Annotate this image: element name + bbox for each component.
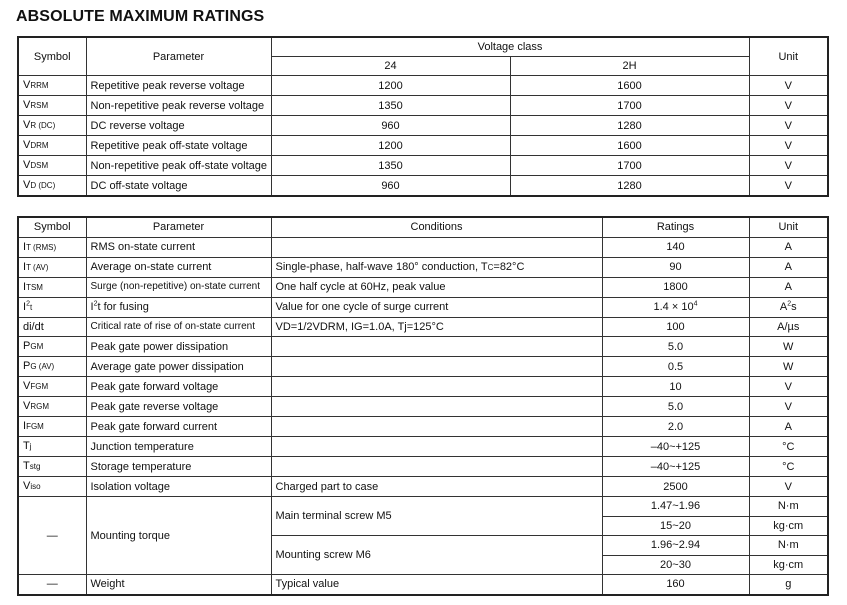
symbol-cell <box>18 357 86 377</box>
symbol-subscript: FGM <box>30 382 49 391</box>
rating-cell <box>602 357 749 377</box>
parameter-prefix: I <box>90 301 94 313</box>
condition-cell <box>271 257 602 277</box>
condition-cell <box>271 237 602 257</box>
symbol-subscript: iso <box>30 482 41 491</box>
unit-tail: s <box>791 301 797 313</box>
value-2h-cell: 1700 <box>510 96 749 116</box>
symbol-cell <box>18 337 86 357</box>
condition-tail: =82°C <box>493 260 525 273</box>
rating-cell <box>602 397 749 417</box>
mounting-symbol: — <box>18 497 86 575</box>
parameter-text: Average on-state current <box>90 261 212 273</box>
mounting-parameter: Mounting torque <box>86 497 271 575</box>
symbol-main: I <box>23 240 27 253</box>
unit-cell <box>749 417 828 437</box>
unit-text: V <box>784 400 792 413</box>
parameter-cell <box>86 297 271 317</box>
symbol-main: V <box>23 480 31 492</box>
parameter-text: Peak gate forward current <box>90 420 218 433</box>
symbol-cell <box>18 116 86 136</box>
table-row <box>18 477 828 497</box>
rating-cell <box>602 417 749 437</box>
header-unit: Unit <box>749 217 828 237</box>
rating-text: 140 <box>666 241 685 253</box>
symbol-subscript: TSM <box>26 282 43 292</box>
symbol-subscript: RRM <box>30 81 49 90</box>
header-class-2h: 2H <box>510 57 749 76</box>
weight-symbol: — <box>18 575 86 595</box>
symbol-main: V <box>23 99 31 111</box>
condition-cell <box>271 337 602 357</box>
value-24-cell: 960 <box>271 176 510 197</box>
unit-cell <box>749 257 828 277</box>
symbol-subscript: stg <box>29 462 41 471</box>
parameter-cell <box>86 357 271 377</box>
unit-cell <box>749 277 828 297</box>
parameter-cell <box>86 437 271 457</box>
parameter-superscript: 2 <box>93 300 98 308</box>
mounting-main-unit-kgcm: kg·cm <box>749 516 828 536</box>
parameter-cell: Repetitive peak reverse voltage <box>86 76 271 96</box>
rating-cell <box>602 257 749 277</box>
unit-cell <box>749 377 828 397</box>
value-2h-cell: 1600 <box>510 136 749 156</box>
value-24-cell: 1200 <box>271 76 510 96</box>
condition-text: Charged part to case <box>275 480 379 493</box>
symbol-subscript: G (AV) <box>30 362 55 371</box>
unit-cell: V <box>749 76 828 96</box>
header-conditions: Conditions <box>271 217 602 237</box>
mounting-screw-rating-nm: 1.96~2.94 <box>602 536 749 556</box>
symbol-cell <box>18 237 86 257</box>
parameter-cell <box>86 417 271 437</box>
value-24-cell: 1200 <box>271 136 510 156</box>
table-row <box>18 76 828 96</box>
max-ratings-table <box>17 216 829 596</box>
table-row <box>18 297 828 317</box>
rating-text: 1800 <box>663 281 688 293</box>
parameter-text: RMS on-state current <box>90 241 196 253</box>
mounting-main-rating-kgcm: 15~20 <box>602 516 749 536</box>
table-row <box>18 457 828 477</box>
parameter-cell <box>86 237 271 257</box>
header-symbol: Symbol <box>18 217 86 237</box>
symbol-subscript: T (RMS) <box>26 242 57 252</box>
condition-cell <box>271 437 602 457</box>
unit-text: A <box>784 261 792 273</box>
condition-cell <box>271 317 602 337</box>
symbol-subscript: FGM <box>26 422 44 431</box>
unit-cell <box>749 317 828 337</box>
table-row <box>18 317 828 337</box>
header-parameter: Parameter <box>86 217 271 237</box>
condition-text: Value for one cycle of surge current <box>275 301 449 313</box>
symbol-cell <box>18 297 86 317</box>
symbol-cell <box>18 96 86 116</box>
unit-cell: V <box>749 176 828 197</box>
rating-cell <box>602 457 749 477</box>
mounting-main-unit-nm: N·m <box>749 497 828 517</box>
unit-cell: V <box>749 96 828 116</box>
weight-parameter: Weight <box>86 575 271 595</box>
unit-cell <box>749 357 828 377</box>
unit-cell <box>749 337 828 357</box>
symbol-main: I <box>23 300 27 313</box>
condition-subscript: C <box>487 262 494 272</box>
parameter-cell <box>86 377 271 397</box>
parameter-text: Critical rate of rise of on-state current <box>90 320 256 332</box>
parameter-cell <box>86 457 271 477</box>
unit-superscript: 2 <box>787 300 792 308</box>
parameter-cell: Non-repetitive peak reverse voltage <box>86 96 271 116</box>
unit-text: A <box>779 301 788 313</box>
symbol-cell <box>18 277 86 297</box>
condition-cell <box>271 417 602 437</box>
header-ratings: Ratings <box>602 217 749 237</box>
parameter-cell <box>86 257 271 277</box>
table-row <box>18 257 828 277</box>
rating-cell <box>602 277 749 297</box>
parameter-text: Average gate power dissipation <box>90 360 244 373</box>
condition-cell <box>271 297 602 317</box>
value-2h-cell: 1600 <box>510 76 749 96</box>
symbol-subscript: T (AV) <box>26 262 49 272</box>
parameter-cell: Repetitive peak off-state voltage <box>86 136 271 156</box>
symbol-cell <box>18 176 86 197</box>
rating-cell <box>602 377 749 397</box>
symbol-main: V <box>23 119 31 131</box>
symbol-cell <box>18 377 86 397</box>
unit-cell: V <box>749 156 828 176</box>
header-class-24: 24 <box>271 57 510 76</box>
rating-text: 90 <box>669 261 682 273</box>
parameter-text: Surge (non-repetitive) on-state current <box>90 281 261 292</box>
parameter-text: Isolation voltage <box>90 480 170 493</box>
header-voltage-class: Voltage class <box>271 37 749 57</box>
unit-text: A <box>784 281 792 293</box>
unit-cell <box>749 437 828 457</box>
rating-text: –40~+125 <box>650 460 701 473</box>
rating-cell <box>602 297 749 317</box>
mounting-screw-rating-kgcm: 20~30 <box>602 555 749 575</box>
page-title: ABSOLUTE MAXIMUM RATINGS <box>16 8 265 25</box>
parameter-cell: Non-repetitive peak off-state voltage <box>86 156 271 176</box>
symbol-main: V <box>23 179 31 191</box>
condition-text: One half cycle at 60Hz, peak value <box>275 281 446 293</box>
symbol-main: P <box>23 360 31 372</box>
value-24-cell: 1350 <box>271 156 510 176</box>
symbol-superscript: 2 <box>26 299 30 307</box>
value-2h-cell: 1280 <box>510 116 749 136</box>
symbol-subscript: t <box>29 302 33 312</box>
unit-cell: V <box>749 116 828 136</box>
symbol-main: V <box>23 139 31 151</box>
parameter-cell <box>86 397 271 417</box>
symbol-cell <box>18 76 86 96</box>
unit-text: W <box>783 340 794 353</box>
table-row <box>18 136 828 156</box>
symbol-cell <box>18 317 86 337</box>
parameter-text: t for fusing <box>97 301 149 313</box>
symbol-main: T <box>23 440 30 452</box>
table-row <box>18 357 828 377</box>
rating-superscript: 4 <box>693 300 698 308</box>
table-row <box>18 337 828 357</box>
rating-text: 2500 <box>663 480 688 493</box>
parameter-cell: DC off-state voltage <box>86 176 271 197</box>
symbol-cell <box>18 156 86 176</box>
rating-text: –40~+125 <box>650 440 701 453</box>
unit-text: V <box>784 480 792 493</box>
symbol-main: I <box>23 260 27 273</box>
symbol-main: di/dt <box>23 320 44 333</box>
symbol-subscript: j <box>29 442 32 451</box>
mounting-main-condition: Main terminal screw M5 <box>271 497 602 536</box>
rating-text: 2.0 <box>667 420 684 433</box>
header-symbol: Symbol <box>18 37 86 76</box>
unit-cell <box>749 297 828 317</box>
symbol-cell <box>18 397 86 417</box>
parameter-cell <box>86 277 271 297</box>
mounting-screw-condition: Mounting screw M6 <box>271 536 602 575</box>
condition-text: VD=1/2VDRM, IG=1.0A, Tj=125°C <box>275 320 444 333</box>
symbol-main: V <box>23 79 31 91</box>
parameter-text: Junction temperature <box>90 440 194 453</box>
symbol-cell <box>18 457 86 477</box>
unit-text: °C <box>782 460 795 473</box>
rating-cell <box>602 337 749 357</box>
table-row <box>18 437 828 457</box>
unit-cell: V <box>749 136 828 156</box>
header-parameter: Parameter <box>86 37 271 76</box>
symbol-subscript: D (DC) <box>30 181 56 190</box>
symbol-cell <box>18 257 86 277</box>
unit-cell <box>749 237 828 257</box>
condition-cell <box>271 277 602 297</box>
value-2h-cell: 1280 <box>510 176 749 197</box>
symbol-subscript: DSM <box>30 161 49 170</box>
rating-text: 0.5 <box>667 360 684 373</box>
mounting-screw-unit-kgcm: kg·cm <box>749 555 828 575</box>
symbol-main: V <box>23 159 31 171</box>
mounting-screw-unit-nm: N·m <box>749 536 828 556</box>
table-row <box>18 176 828 197</box>
symbol-subscript: RSM <box>30 101 49 110</box>
voltage-ratings-table <box>17 36 829 197</box>
parameter-cell: DC reverse voltage <box>86 116 271 136</box>
unit-text: A/µs <box>777 320 800 333</box>
condition-cell <box>271 457 602 477</box>
table-row <box>18 277 828 297</box>
rating-cell <box>602 477 749 497</box>
parameter-text: Peak gate power dissipation <box>90 340 229 353</box>
symbol-main: I <box>23 280 27 293</box>
unit-text: V <box>784 380 792 393</box>
symbol-subscript: GM <box>30 342 44 351</box>
unit-cell <box>749 477 828 497</box>
symbol-cell <box>18 477 86 497</box>
weight-unit: g <box>749 575 828 595</box>
symbol-subscript: RGM <box>30 402 50 411</box>
symbol-main: P <box>23 340 31 352</box>
condition-cell <box>271 377 602 397</box>
table-row <box>18 116 828 136</box>
unit-text: A <box>784 420 792 433</box>
condition-text: Single-phase, half-wave 180° conduction, T <box>275 260 488 273</box>
header-unit: Unit <box>749 37 828 76</box>
table-row <box>18 96 828 116</box>
rating-cell <box>602 237 749 257</box>
rating-text: 5.0 <box>667 400 684 413</box>
value-24-cell: 960 <box>271 116 510 136</box>
parameter-text: Peak gate reverse voltage <box>90 400 219 413</box>
parameter-cell <box>86 317 271 337</box>
symbol-main: V <box>23 400 31 412</box>
unit-text: A <box>784 241 792 253</box>
condition-cell <box>271 357 602 377</box>
symbol-subscript: R (DC) <box>30 121 56 130</box>
symbol-cell <box>18 437 86 457</box>
value-24-cell: 1350 <box>271 96 510 116</box>
condition-cell <box>271 397 602 417</box>
rating-text: 10 <box>669 380 682 393</box>
weight-condition: Typical value <box>271 575 602 595</box>
symbol-subscript: DRM <box>30 141 49 150</box>
unit-cell <box>749 457 828 477</box>
table-row <box>18 237 828 257</box>
mounting-main-rating-nm: 1.47~1.96 <box>602 497 749 517</box>
symbol-cell <box>18 417 86 437</box>
unit-text: °C <box>782 440 795 453</box>
symbol-main: T <box>23 460 30 472</box>
symbol-main: V <box>23 380 31 392</box>
table-row <box>18 417 828 437</box>
parameter-text: Peak gate forward voltage <box>90 380 219 393</box>
unit-text: W <box>783 360 794 373</box>
parameter-cell <box>86 337 271 357</box>
condition-cell <box>271 477 602 497</box>
weight-rating: 160 <box>602 575 749 595</box>
parameter-cell <box>86 477 271 497</box>
table-row <box>18 397 828 417</box>
rating-cell <box>602 317 749 337</box>
parameter-text: Storage temperature <box>90 460 192 473</box>
symbol-cell <box>18 136 86 156</box>
table-row <box>18 156 828 176</box>
rating-text: 5.0 <box>667 340 684 353</box>
unit-cell <box>749 397 828 417</box>
value-2h-cell: 1700 <box>510 156 749 176</box>
rating-text: 1.4 × 10 <box>653 301 694 313</box>
symbol-main: I <box>23 420 27 432</box>
rating-text: 100 <box>666 320 685 333</box>
rating-cell <box>602 437 749 457</box>
table-row <box>18 377 828 397</box>
